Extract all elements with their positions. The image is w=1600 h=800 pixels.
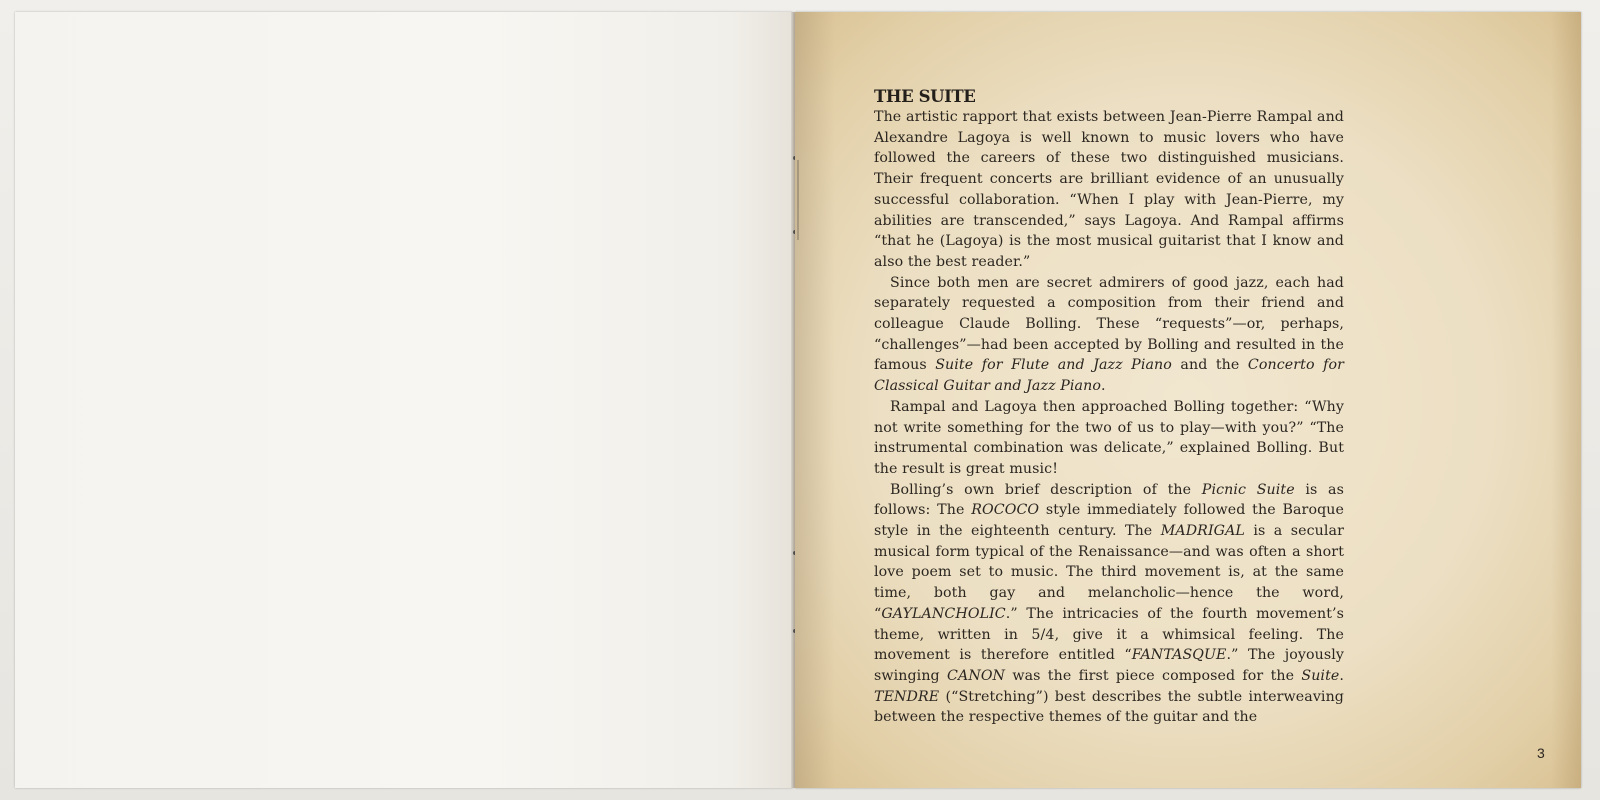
paragraph-text: Bolling’s own brief description of the [890,481,1202,498]
article-paragraphs [874,107,1344,728]
italic-text: FANTASQUE [1131,647,1227,664]
italic-text: GAYLANCHOLIC [881,605,1006,622]
paragraph-text: Rampal and Lagoya then approached Bolling together: “Why not write something for the two of us to play—with you?” “The instrumental combination was delicate,” explained Bolling. But the result is great music! [874,398,1344,477]
page-number: 3 [1537,745,1545,761]
paragraph-text: The artistic rapport that exists between Jean-Pierre Rampal and Alexandre Lagoya is well known to music lovers who have followed the careers of these two distinguished musicians. Their frequent concerts are brilliant evidence of an unusually successful collaboration. “When I play with Jean-Pierre, my abilities are transcended,” says Lagoya. And Rampal affirms “that he (Lagoya) is the most musical guitarist that I know and also the best reader.” [874,109,1344,270]
article-text [874,86,1344,728]
italic-text: ROCOCO [971,502,1040,519]
italic-text: Picnic Suite [1201,481,1295,498]
paragraph-p1 [874,107,1344,273]
paragraph-text: . [1100,378,1106,395]
italic-text: MADRIGAL [1160,523,1245,540]
italic-text: CANON [947,667,1006,684]
paragraph-text: style immediately followed the Baroque style in the eighteenth century. The [874,502,1344,540]
italic-text: Suite [1301,667,1340,684]
paragraph-text: Since both men are secret admirers of good jazz, each had separately requested a composition from their friend and colleague Claude Bolling. These “requests”—or, perhaps, “challenges”—had been accepted by Bolling and resulted in the famous [874,274,1344,374]
italic-text: TENDRE [874,688,940,705]
paragraph-p4 [874,480,1344,728]
paragraph-text: . [1339,667,1344,684]
italic-text: Concerto for Classical Guitar and Jazz Piano [874,357,1344,395]
paragraph-text: (“Stretching”) best describes the subtle interweaving between the respective themes of the guitar and the [874,688,1344,726]
section-heading: THE SUITE [874,87,976,106]
paragraph-text: is as follows: The [874,481,1344,519]
paragraph-p3 [874,397,1344,480]
paragraph-text: .” The joyously swinging [874,647,1345,684]
paragraph-p2 [874,273,1344,397]
page-crease [797,160,799,240]
paragraph-text: .” The intricacies of the fourth movement’s theme, written in 5/4, give it a whimsical feeling. The movement is therefore entitled “ [874,605,1344,664]
left-blank-page [15,12,793,788]
paragraph-text: was the first piece composed for the [1005,667,1302,684]
paragraph-text: and the [1171,357,1248,374]
paragraph-text: is a secular musical form typical of the Renaissance—and was often a short love poem set to music. The third movement is, at the same time, both gay and melancholic—hence the word, “ [874,523,1344,622]
italic-text: Suite for Flute and Jazz Piano [935,357,1172,374]
